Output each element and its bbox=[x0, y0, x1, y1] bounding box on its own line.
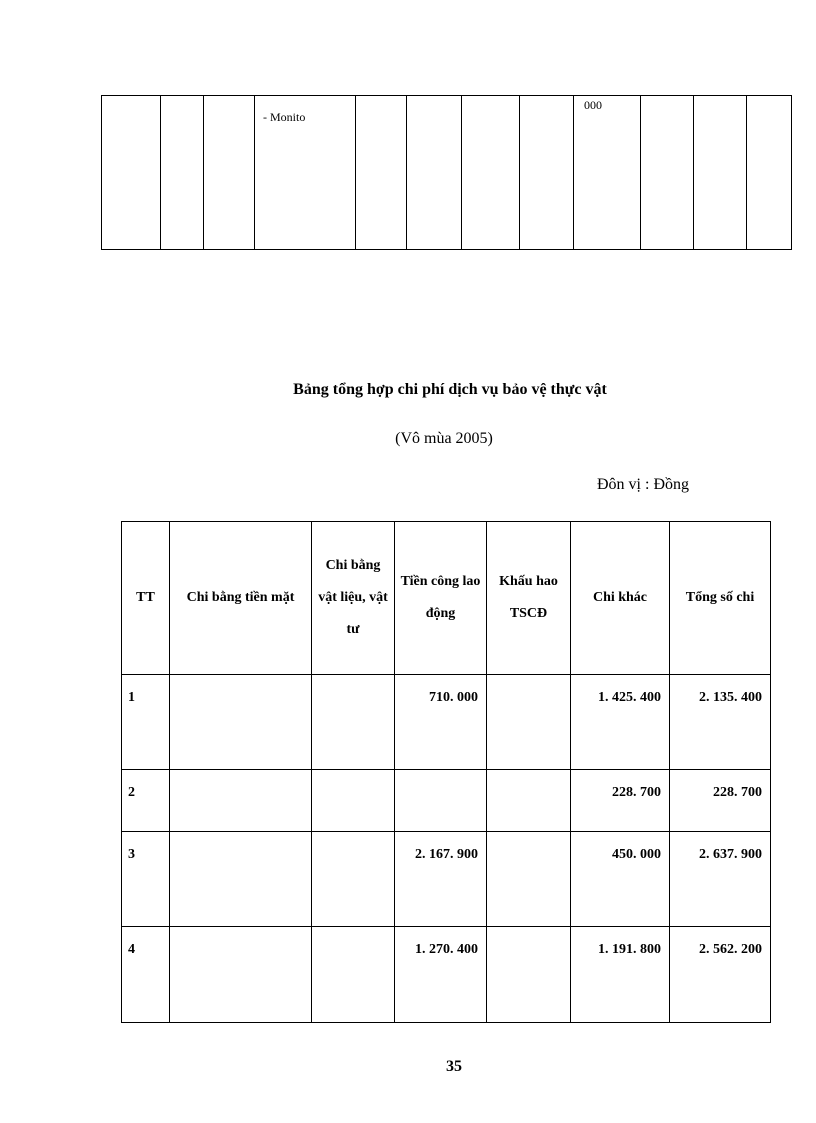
row-number: 1 bbox=[122, 675, 170, 770]
table-title: Bảng tổng hợp chi phí dịch vụ bảo vệ thực vật bbox=[293, 381, 607, 398]
table-cell bbox=[255, 96, 356, 250]
table-cell bbox=[641, 96, 694, 250]
header-cash: Chi bằng tiền mặt bbox=[170, 522, 312, 675]
table-cell bbox=[487, 927, 571, 1023]
table-row bbox=[102, 96, 792, 250]
monitor-item-text: - Monito bbox=[263, 110, 306, 124]
page-number: 35 bbox=[446, 1058, 462, 1075]
table-cell bbox=[170, 675, 312, 770]
table-cell bbox=[747, 96, 792, 250]
table-cell: 1. 270. 400 bbox=[395, 927, 487, 1023]
table-cell bbox=[170, 770, 312, 832]
table-cell bbox=[170, 832, 312, 927]
table-cell bbox=[102, 96, 161, 250]
row-number: 4 bbox=[122, 927, 170, 1023]
header-labor: Tiền công lao động bbox=[395, 522, 487, 675]
table-cell: 710. 000 bbox=[395, 675, 487, 770]
table-cell: 2. 562. 200 bbox=[670, 927, 771, 1023]
table-cell: 2. 167. 900 bbox=[395, 832, 487, 927]
table-cell bbox=[312, 927, 395, 1023]
table-cell bbox=[204, 96, 255, 250]
row-number: 3 bbox=[122, 832, 170, 927]
table-cell bbox=[487, 832, 571, 927]
table-cell bbox=[312, 832, 395, 927]
table-cell bbox=[574, 96, 641, 250]
header-total: Tổng số chi bbox=[670, 522, 771, 675]
table-cell: 228. 700 bbox=[670, 770, 771, 832]
table-cell: 450. 000 bbox=[571, 832, 670, 927]
table-cell bbox=[170, 927, 312, 1023]
cost-summary-table bbox=[121, 521, 771, 1023]
table-row bbox=[122, 927, 771, 1023]
table-cell bbox=[520, 96, 574, 250]
row-number: 2 bbox=[122, 770, 170, 832]
table-header-row bbox=[122, 522, 771, 675]
header-materials: Chi bằng vật liệu, vật tư bbox=[312, 522, 395, 675]
table-cell: 2. 637. 900 bbox=[670, 832, 771, 927]
table-row bbox=[122, 675, 771, 770]
amount-fragment: 000 bbox=[584, 98, 602, 112]
table-cell bbox=[395, 770, 487, 832]
header-tt: TT bbox=[122, 522, 170, 675]
table-row bbox=[122, 832, 771, 927]
table-row bbox=[122, 770, 771, 832]
table-cell: 1. 191. 800 bbox=[571, 927, 670, 1023]
table-subtitle: (Vô mùa 2005) bbox=[395, 430, 493, 447]
table-cell: 1. 425. 400 bbox=[571, 675, 670, 770]
table-cell bbox=[356, 96, 407, 250]
table-cell bbox=[487, 675, 571, 770]
table-cell bbox=[312, 675, 395, 770]
table-cell bbox=[487, 770, 571, 832]
unit-label: Đôn vị : Đồng bbox=[597, 476, 689, 493]
table-cell: 2. 135. 400 bbox=[670, 675, 771, 770]
table-cell: 228. 700 bbox=[571, 770, 670, 832]
table-cell bbox=[407, 96, 462, 250]
previous-table-fragment bbox=[101, 95, 792, 250]
table-cell bbox=[694, 96, 747, 250]
table-cell bbox=[161, 96, 204, 250]
header-other: Chi khác bbox=[571, 522, 670, 675]
table-cell bbox=[312, 770, 395, 832]
header-depreciation: Khấu hao TSCĐ bbox=[487, 522, 571, 675]
table-cell bbox=[462, 96, 520, 250]
